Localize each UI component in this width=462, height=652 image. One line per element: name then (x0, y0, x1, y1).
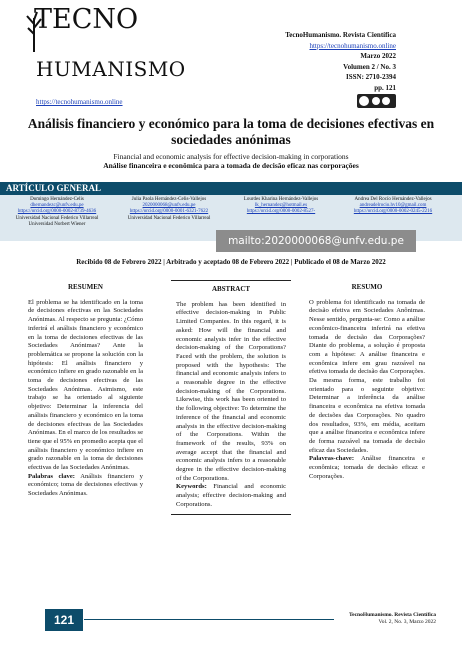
author-name: Andrea Del Rocío Hernández-Vallejos (354, 197, 432, 202)
resumen-heading: RESUMEN (67, 283, 103, 291)
resumen-body: El problema se ha identificado en la toma de decisiones efectivas en las Sociedades Anónimas. Al respecto se pregunta: ¿Cómo inferirá el análisis financiero y económico en la toma de decisiones efectivas de las Sociedades Anónimas? Ante la problemática se propone la solución con la hipótesis: El análisis financiero y económico infiere en grado razonable en la toma de decisiones efectivas de las Sociedades Anónimas. Asimismo, este trabajo se ha orientado al siguiente objetivo: Determinar la inferencia del análisis financiero y económico en la toma de decisiones efectivas de las Sociedades Anónimas. En el marco de los resultados se tiene que el 95% en promedio acepta que el análisis financiero y económico infiere en grado razonable en la toma de decisiones efectivas de las Sociedades Anónimas. (28, 298, 143, 472)
author-email-link[interactable]: lk_hernandez@hotmail.es (254, 203, 308, 209)
author-email-link[interactable]: 2020000068@unfv.edu.pe (142, 203, 196, 209)
journal-name: TecnoHumanismo. Revista Científica (285, 31, 396, 39)
author-card (12, 197, 102, 228)
author-orcid-link[interactable]: https://orcid.org/0000-0002-8527- (246, 209, 316, 215)
article-dates: Recibido 08 de Febrero 2022 | Arbitrado y aceptado 08 de Febrero 2022 | Publicado el 08 de Marzo 2022 (76, 258, 386, 266)
article-title: Análisis financiero y económico para la toma de decisiones efectivas en sociedades anónimas (27, 116, 435, 147)
logo-url-link[interactable]: https://tecnohumanismo.online (36, 98, 123, 106)
abstract-heading: ABSTRACT (211, 285, 251, 293)
resumo-keywords-label: Palavras-chave: (309, 455, 355, 463)
section-label: ARTÍCULO GENERAL (6, 183, 101, 193)
resumo-keywords: Análise financeira e econômica; tomada de decisão eficaz e Corporações. (309, 455, 425, 480)
abstract-keywords-label: Keywords: (176, 483, 207, 491)
page-ref: pp. 121 (374, 83, 396, 92)
page-number: 121 (53, 613, 75, 627)
author-institution: Universidad Nacional Federico Villarreal (15, 215, 99, 221)
author-orcid-link[interactable]: https://orcid.org/0000-0002-0245-2216 (353, 209, 433, 215)
footer-volume: Vol. 2, No. 3, Marzo 2022 (378, 619, 436, 625)
issn: ISSN: 2710-2394 (346, 73, 396, 81)
author-card (348, 197, 438, 216)
journal-header (285, 30, 396, 93)
author-email-link[interactable]: dhernandezc@unfv.edu.pe (30, 203, 84, 209)
abstract-keywords: Financial and economic analysis; effective decision-making and Corporations. (176, 483, 286, 508)
abstract-column (171, 280, 291, 515)
logo-text-tecno: TECNO (34, 4, 139, 35)
link-tooltip: mailto:2020000068@unfv.edu.pe (216, 230, 416, 252)
author-email-link[interactable]: andreadelrocio.hv10@gmail.com (359, 203, 427, 209)
resumen-column (28, 283, 143, 499)
author-name: Domingo Hernández-Celis (30, 197, 84, 202)
author-name: Julia Paola Hernández-Celis-Vallejos (131, 197, 207, 202)
footer-divider (84, 619, 334, 620)
resumen-keywords: Análisis financiero y económico; toma de decisiones efectivas y Sociedades Anónimas. (28, 472, 143, 498)
resumo-heading: RESUMO (351, 283, 383, 291)
author-institution: Universidad Nacional Federico Villarreal (127, 215, 211, 221)
author-card (124, 197, 214, 222)
author-orcid-link[interactable]: https://orcid.org/0000-0001-6321-7622 (129, 209, 209, 215)
journal-url-link[interactable]: https://tecnohumanismo.online (309, 41, 396, 50)
footer-journal: TecnoHumanismo. Revista Científica (348, 612, 436, 618)
subtitle-english: Financial and economic analysis for effective decision-making in corporations (113, 152, 349, 161)
author-name: Lourdes Kharina Hernández-Vallejos (243, 197, 319, 202)
author-institution-2: Universidad Norbert Wiener (28, 221, 86, 227)
resumo-body: O problema foi identificado na tomada de decisão efetiva em Sociedades Anônimas. Nesse sentido, pergunta-se: Como a análise econômico-financeira inferirá na efetiva tomada de decisão das Corporações? Diante do problema, a solução é proposta com a hipótese: A análise financeira e econômica infere em grau razoável na efetiva tomada de decisão das Corporações. Da mesma forma, este trabalho foi orientado para o seguinte objetivo: Determinar a inferência da análise financeira e econômica na efetiva tomada de decisões das Corporações. No quadro dos resultados, 93%, em média, aceitam que a análise financeira e econômica infere de forma razoável na tomada de decisão eficaz das Sociedades. (309, 298, 425, 454)
author-card (236, 197, 326, 216)
resumen-keywords-label: Palabras clave: (28, 472, 75, 480)
abstract-body: The problem has been identified in effective decision-making in Public Limited Companies. In this regard, it is asked: How will the financial and economic analysis infer in the effective decision-making of the Corporations? Faced with the problem, the solution is proposed with the hypothesis: The financial and economic analysis infers to a reasonable degree in the effective decision-making of the Corporations. Likewise, this work has been oriented to the following objective: To determine the inference of the financial and economic analysis in the effective decision-making of the Corporations. Within the framework of the results, 93% on average accept that the financial and economic analysis infers to a reasonable degree in the effective decision-making of the Corporations. (176, 300, 286, 482)
subtitle-portuguese: Análise financeira e econômica para a tomada de decisão eficaz nas corporações (103, 161, 359, 170)
volume-number: Volumen 2 / No. 3 (343, 62, 396, 71)
logo-text-humanismo: HUMANISMO (36, 57, 186, 81)
cc-license-icon[interactable] (357, 94, 396, 108)
issue-date: Marzo 2022 (360, 52, 396, 60)
resumo-column (309, 283, 425, 481)
author-orcid-link[interactable]: https://orcid.org/0000-0002-8739-4636 (17, 209, 97, 215)
footer-citation (349, 612, 436, 626)
